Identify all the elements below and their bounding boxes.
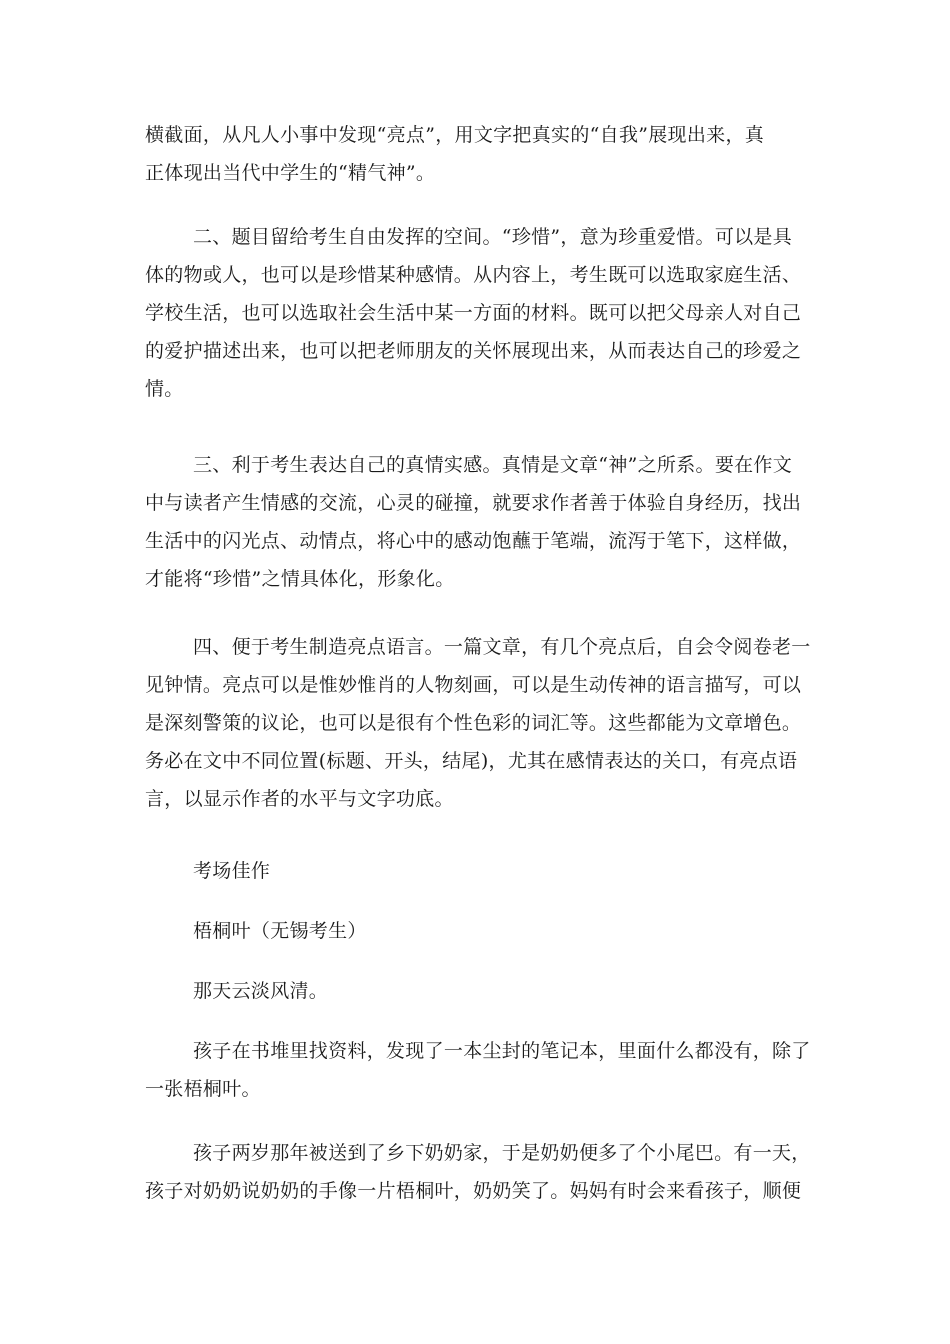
essay-paragraph-opening [145,972,810,1010]
text-line: 情。 [145,378,184,400]
text-line: 四、便于考生制造亮点语言。一篇文章，有几个亮点后，自会令阅卷老一 [193,636,811,658]
text-line: 见钟情。亮点可以是惟妙惟肖的人物刻画，可以是生动传神的语言描写，可以 [145,674,802,696]
essay-title [145,912,810,950]
text-line: 正体现出当代中学生的“精气神”。 [145,162,436,184]
text-line: 是深刻警策的议论，也可以是很有个性色彩的词汇等。这些都能为文章增色。 [145,712,802,734]
section-heading [145,852,810,890]
text-line: 中与读者产生情感的交流，心灵的碰撞，就要求作者善于体验自身经历，找出 [145,492,802,514]
essay-paragraph-grandmother [145,1134,810,1210]
text-line: 孩子两岁那年被送到了乡下奶奶家，于是奶奶便多了个小尾巴。有一天， [193,1142,811,1164]
text-line: 生活中的闪光点、动情点，将心中的感动饱蘸于笔端，流泻于笔下，这样做， [145,530,802,552]
paragraph-point-four [145,628,810,818]
text-line: 学校生活，也可以选取社会生活中某一方面的材料。既可以把父母亲人对自己 [145,302,802,324]
text-line: 务必在文中不同位置(标题、开头，结尾)，尤其在感情表达的关口，有亮点语 [145,750,798,772]
text-line: 二、题目留给考生自由发挥的空间。“珍惜”，意为珍重爱惜。可以是具 [193,226,793,248]
essay-paragraph-notebook [145,1032,810,1108]
section-heading-text: 考场佳作 [193,860,271,882]
essay-title-text: 梧桐叶（无锡考生） [193,920,367,942]
text-line: 一张梧桐叶。 [145,1078,261,1100]
paragraph-point-three [145,446,810,598]
text-line: 体的物或人，也可以是珍惜某种感情。从内容上，考生既可以选取家庭生活、 [145,264,802,286]
text-line: 三、利于考生表达自己的真情实感。真情是文章“神”之所系。要在作文 [193,454,793,476]
text-line: 言，以显示作者的水平与文字功底。 [145,788,454,810]
paragraph-point-two [145,218,810,408]
paragraph-intro-continuation [145,116,810,192]
text-line: 孩子在书堆里找资料，发现了一本尘封的笔记本，里面什么都没有，除了 [193,1040,811,1062]
text-line: 那天云淡风清。 [193,980,329,1002]
text-line: 孩子对奶奶说奶奶的手像一片梧桐叶，奶奶笑了。妈妈有时会来看孩子，顺便 [145,1180,802,1202]
text-line: 的爱护描述出来，也可以把老师朋友的关怀展现出来，从而表达自己的珍爱之 [145,340,802,362]
text-line: 横截面，从凡人小事中发现“亮点”，用文字把真实的“自我”展现出来，真 [145,124,765,146]
text-line: 才能将“珍惜”之情具体化，形象化。 [145,568,455,590]
